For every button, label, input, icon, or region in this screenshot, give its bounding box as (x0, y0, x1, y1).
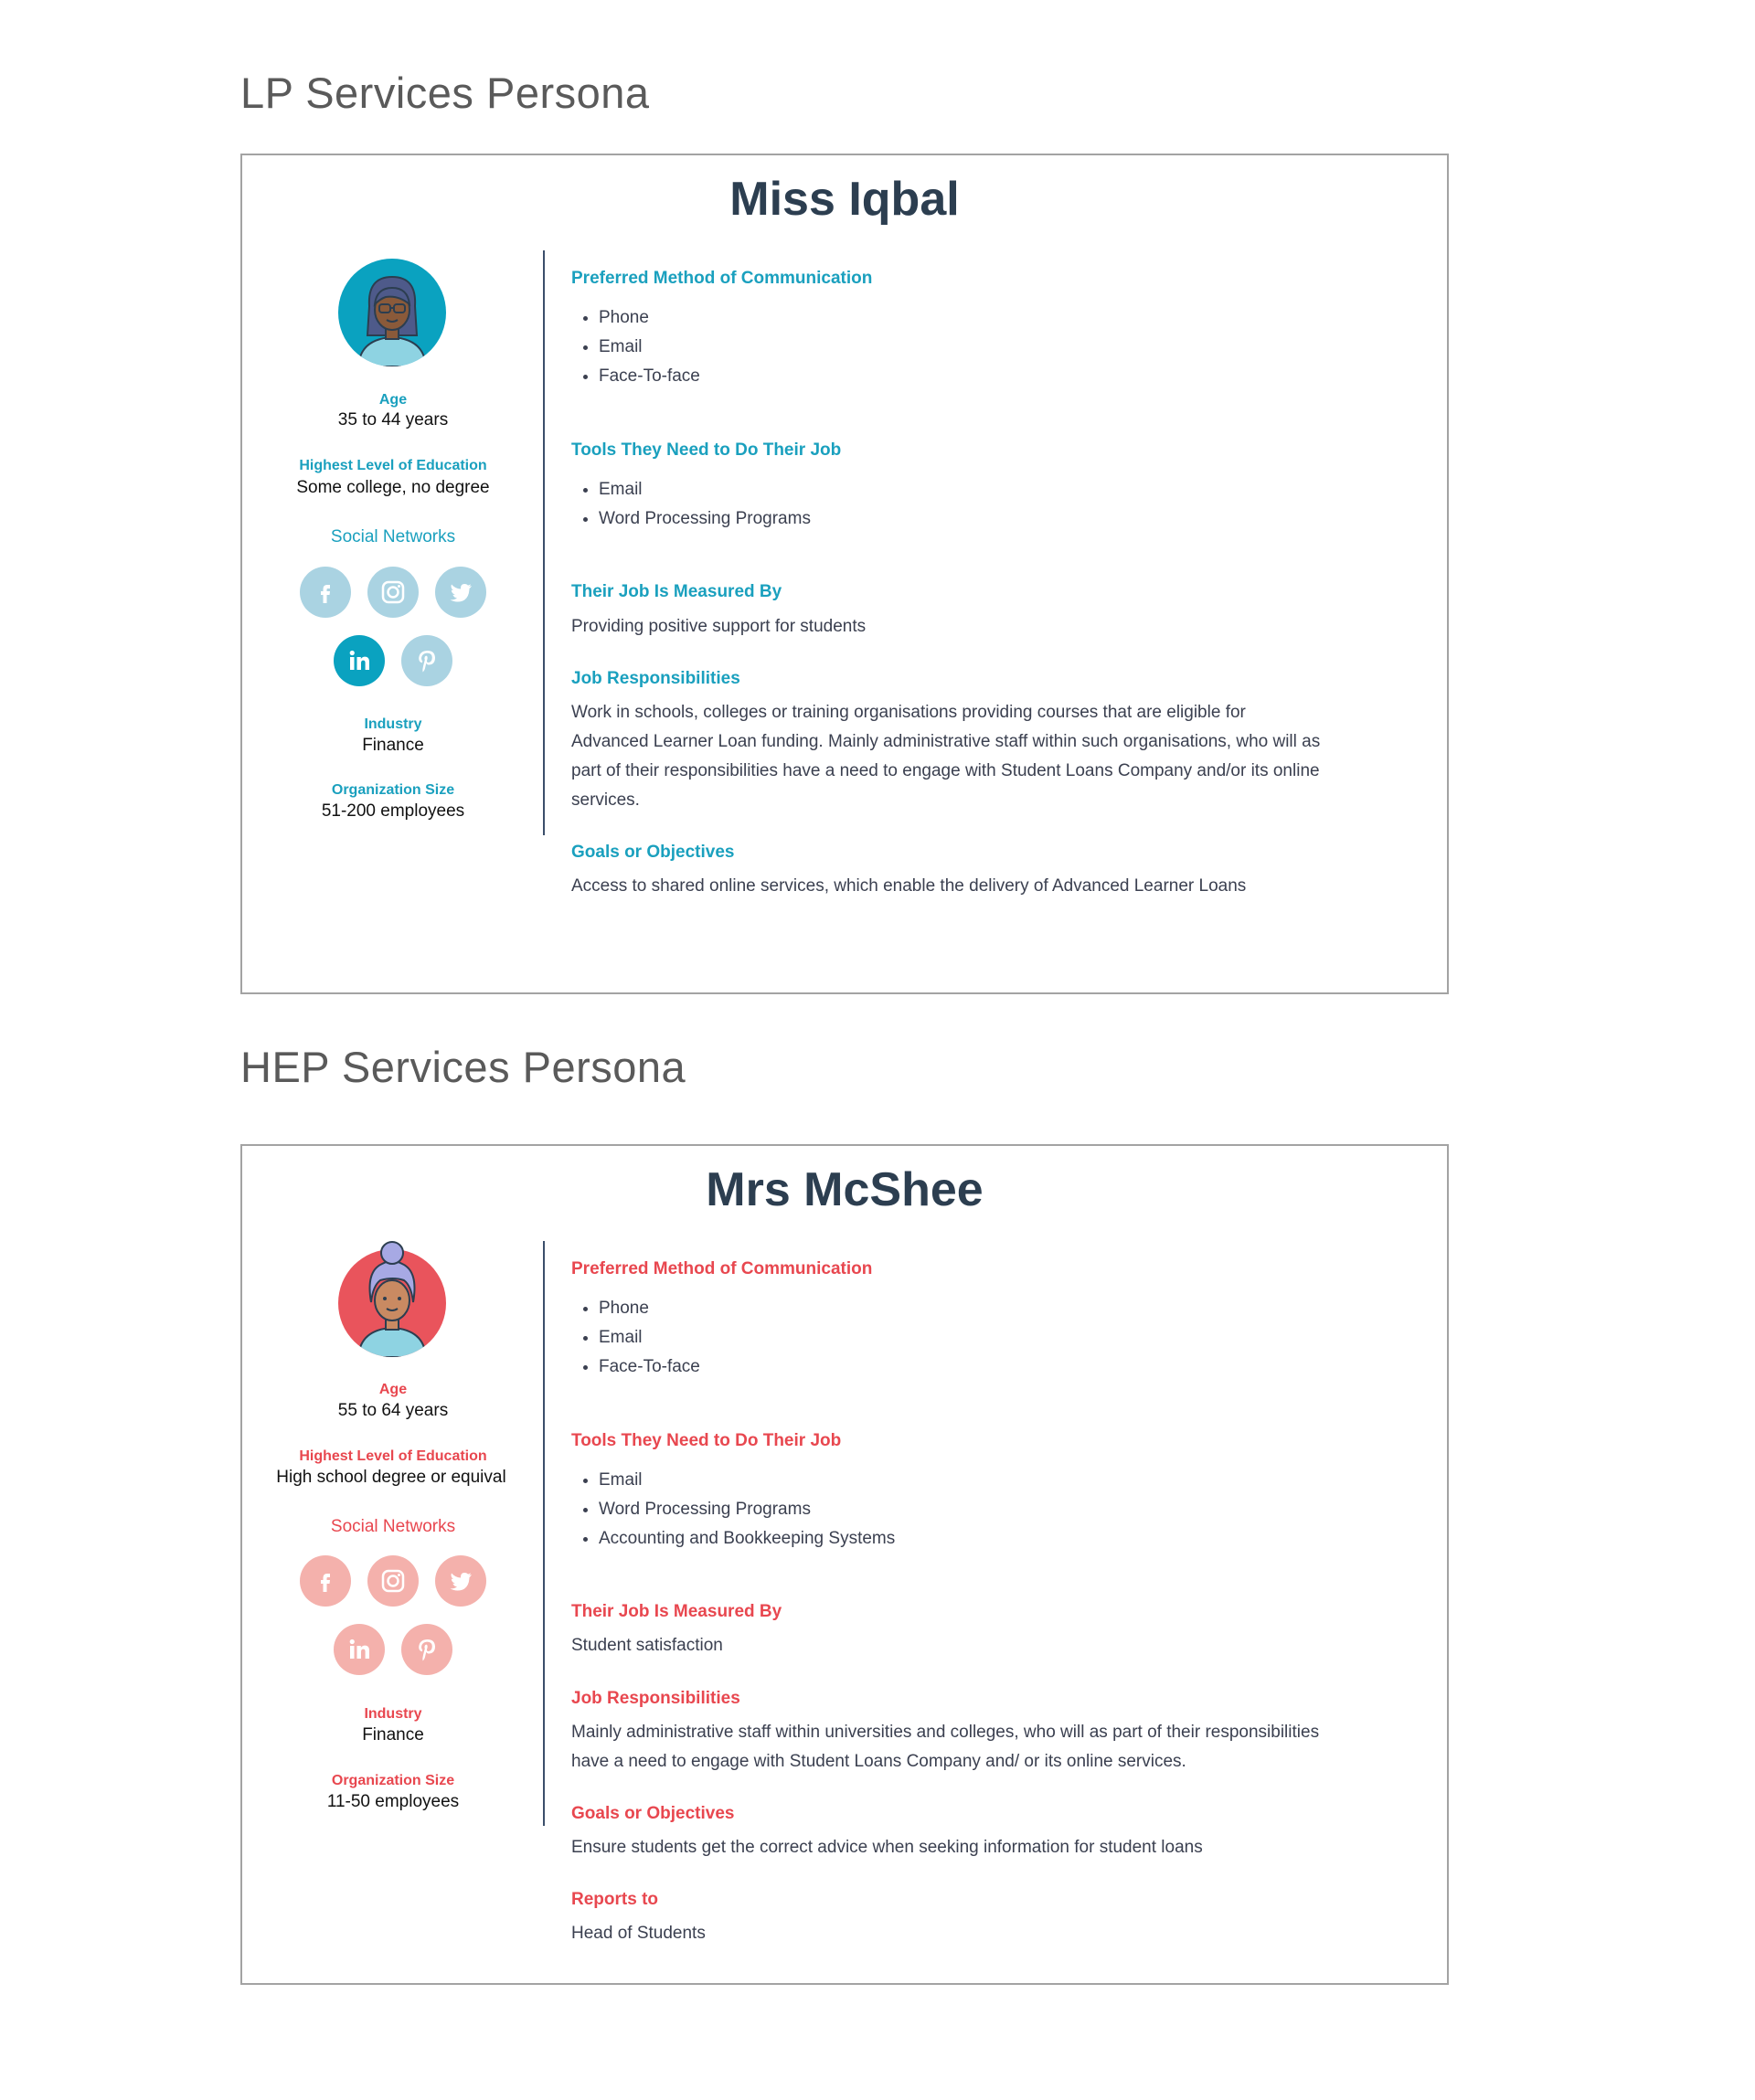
tools-label: Tools They Need to Do Their Job (571, 1431, 842, 1450)
pinterest-icon[interactable] (401, 1624, 452, 1675)
text-line: services. (571, 790, 640, 810)
older-woman-icon (338, 1238, 446, 1357)
text-line: Mainly administrative staff within universities and colleges, who will as part of their responsibilities (571, 1723, 1320, 1742)
section-title-lp: LP Services Persona (240, 69, 650, 117)
tools-list (571, 475, 811, 534)
list-item: • Email (599, 333, 700, 362)
goals-text: Access to shared online services, which enable the delivery of Advanced Learner Loans (571, 876, 1247, 896)
education-value: High school degree or equival (276, 1468, 506, 1487)
reports-to-text: Head of Students (571, 1924, 706, 1943)
education-value: Some college, no degree (296, 478, 490, 497)
section-title-hep: HEP Services Persona (240, 1043, 686, 1091)
organization-size-value: 51-200 employees (321, 801, 465, 821)
text-line: have a need to engage with Student Loans Company and/ or its online services. (571, 1752, 1186, 1771)
column-divider (543, 250, 545, 835)
social-networks-label: Social Networks (330, 1517, 456, 1536)
social-networks-label: Social Networks (330, 527, 456, 546)
goals-text: Ensure students get the correct advice when seeking information for student loans (571, 1838, 1203, 1857)
reports-to-label: Reports to (571, 1890, 658, 1909)
age-label: Age (378, 392, 408, 408)
list-item: • Word Processing Programs (599, 1495, 895, 1524)
twitter-icon[interactable] (435, 567, 486, 618)
list-item: • Face-To-face (599, 1352, 700, 1382)
twitter-icon[interactable] (435, 1555, 486, 1607)
linkedin-icon[interactable] (334, 635, 385, 686)
responsibilities-text (571, 1718, 1394, 1777)
measured-by-label: Their Job Is Measured By (571, 1602, 782, 1621)
industry-value: Finance (362, 736, 424, 755)
persona-name: Mrs McShee (706, 1163, 984, 1216)
tools-list (571, 1466, 895, 1554)
education-label: Highest Level of Education (299, 458, 487, 473)
list-item: • Phone (599, 1294, 700, 1323)
list-item: • Word Processing Programs (599, 504, 811, 534)
responsibilities-text (571, 698, 1394, 815)
tools-label: Tools They Need to Do Their Job (571, 440, 842, 460)
industry-value: Finance (362, 1725, 424, 1745)
list-item: • Face-To-face (599, 362, 700, 391)
goals-label: Goals or Objectives (571, 1804, 735, 1823)
age-value: 35 to 44 years (337, 410, 449, 430)
organization-size-label: Organization Size (331, 782, 455, 798)
goals-label: Goals or Objectives (571, 843, 735, 862)
communication-list (571, 303, 700, 391)
industry-label: Industry (364, 716, 422, 732)
organization-size-value: 11-50 employees (326, 1792, 460, 1811)
industry-label: Industry (364, 1706, 422, 1722)
measured-by-text: Student satisfaction (571, 1636, 723, 1655)
text-line: Work in schools, colleges or training organisations providing courses that are eligible for (571, 703, 1246, 722)
instagram-icon[interactable] (367, 1555, 419, 1607)
instagram-icon[interactable] (367, 567, 419, 618)
measured-by-label: Their Job Is Measured By (571, 582, 782, 601)
organization-size-label: Organization Size (331, 1773, 455, 1788)
list-item: • Phone (599, 303, 700, 333)
list-item: • Email (599, 1323, 700, 1352)
facebook-icon[interactable] (300, 567, 351, 618)
pinterest-icon[interactable] (401, 635, 452, 686)
measured-by-text: Providing positive support for students (571, 617, 867, 636)
text-line: Advanced Learner Loan funding. Mainly administrative staff within such organisations, who will as (571, 732, 1321, 751)
communication-label: Preferred Method of Communication (571, 269, 873, 288)
column-divider (543, 1241, 545, 1826)
linkedin-icon[interactable] (334, 1624, 385, 1675)
woman-with-glasses-icon (338, 259, 446, 366)
facebook-icon[interactable] (300, 1555, 351, 1607)
persona-card-hep (240, 1144, 1449, 1985)
age-value: 55 to 64 years (337, 1401, 449, 1420)
text-line: part of their responsibilities have a need to engage with Student Loans Company and/or its online (571, 761, 1320, 780)
responsibilities-label: Job Responsibilities (571, 669, 740, 688)
communication-label: Preferred Method of Communication (571, 1259, 873, 1278)
responsibilities-label: Job Responsibilities (571, 1689, 740, 1708)
persona-name: Miss Iqbal (729, 173, 960, 226)
persona-card-lp (240, 154, 1449, 994)
list-item: • Accounting and Bookkeeping Systems (599, 1524, 895, 1554)
communication-list (571, 1294, 700, 1382)
age-label: Age (378, 1382, 408, 1397)
list-item: • Email (599, 475, 811, 504)
education-label: Highest Level of Education (299, 1448, 487, 1464)
list-item: • Email (599, 1466, 895, 1495)
